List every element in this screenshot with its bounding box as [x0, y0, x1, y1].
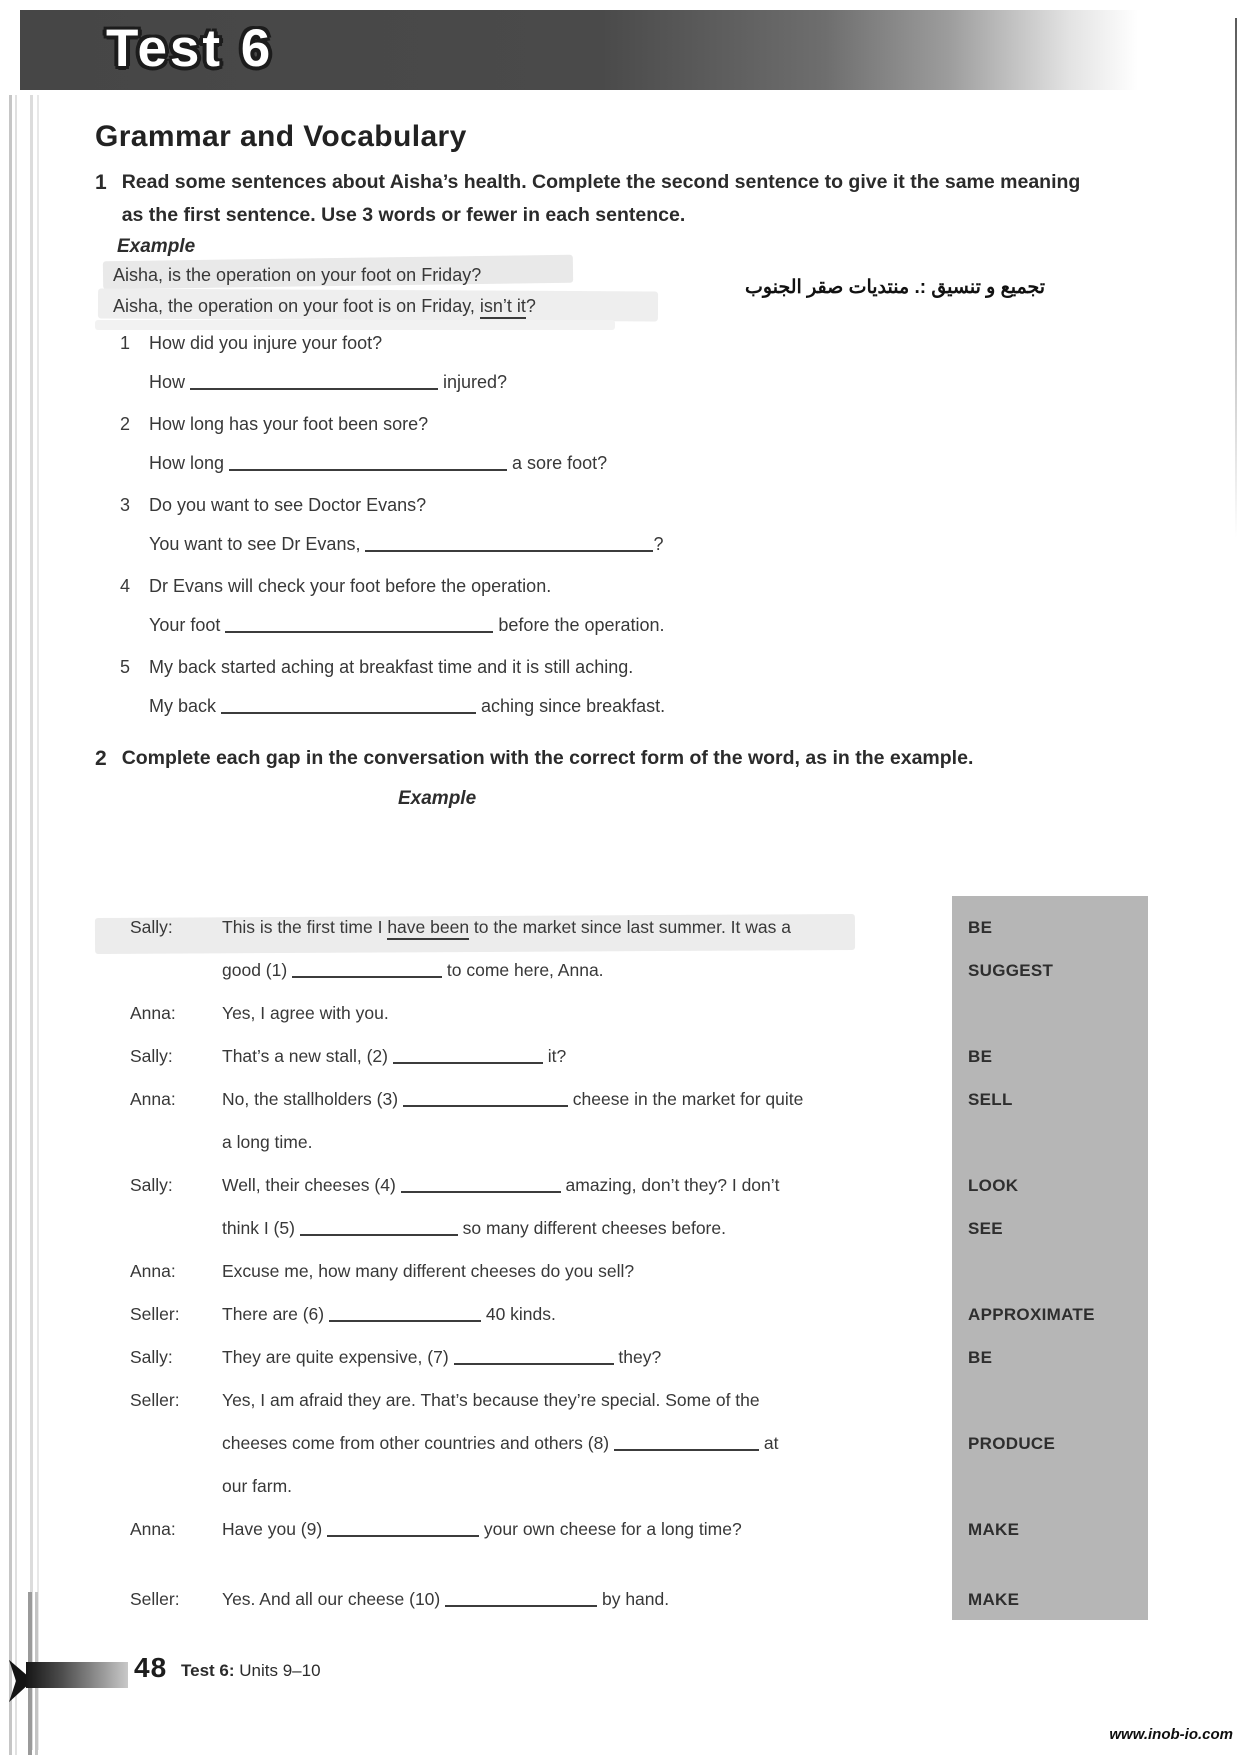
speaker-label: Anna:: [130, 1089, 176, 1109]
wordbank-word: MAKE: [968, 1520, 1020, 1539]
question-text: How did you injure your foot?: [149, 333, 383, 353]
conversation-row: [130, 1129, 1150, 1172]
wordbank-word: PRODUCE: [968, 1434, 1056, 1453]
gap-blank[interactable]: [329, 1306, 481, 1322]
answer-line: [149, 369, 1100, 395]
speaker-label: Sally:: [130, 917, 173, 937]
conversation-row: [130, 1172, 1150, 1215]
answer-prefix: How: [149, 372, 191, 392]
question-number: 5: [120, 657, 131, 677]
answer-prefix: How long: [149, 453, 230, 473]
speaker-label: Anna:: [130, 1519, 176, 1539]
speaker-label: Sally:: [130, 1046, 173, 1066]
gap-blank[interactable]: [292, 962, 442, 978]
example-sentence-1: Aisha, is the operation on your foot on Friday?: [113, 265, 482, 285]
scan-spine-line: [37, 95, 39, 1750]
answer-prefix: You want to see Dr Evans,: [149, 534, 366, 554]
wordbank-word: LOOK: [968, 1176, 1019, 1195]
gap-blank[interactable]: [393, 1048, 543, 1064]
exercise2-number: 2: [95, 747, 107, 770]
gap-blank[interactable]: [401, 1177, 561, 1193]
dialogue-text: This is the first time I have been to the market since last summer. It was a: [222, 914, 954, 940]
wordbank-word: BE: [968, 1348, 993, 1367]
dialogue-text: our farm.: [222, 1476, 293, 1496]
answer-blank[interactable]: [190, 374, 438, 390]
underlined-answer: have been: [387, 917, 469, 940]
wordbank-word: [954, 1000, 1150, 1001]
exercise1-example-label: Example: [117, 236, 196, 257]
gap-blank[interactable]: [454, 1349, 614, 1365]
footer-units-label: Units 9–10: [234, 1661, 321, 1680]
dialogue-text: Have you (9) your own cheese for a long time?: [222, 1519, 742, 1539]
dialogue-text: That’s a new stall, (2) it?: [222, 1046, 567, 1066]
question-line: [120, 573, 1100, 599]
exercise2-instruction: [95, 742, 1145, 775]
dialogue-text: Yes. And all our cheese (10) by hand.: [222, 1589, 670, 1609]
dialogue-text: think I (5) so many different cheeses before.: [222, 1218, 726, 1238]
wordbank-word: SUGGEST: [968, 961, 1054, 980]
wordbank-word: [954, 1387, 1150, 1388]
wordbank-word: APPROXIMATE: [968, 1305, 1095, 1324]
question-text: Dr Evans will check your foot before the operation.: [149, 576, 552, 596]
scan-spine-line: [30, 95, 33, 1750]
example-sentence-2: Aisha, the operation on your foot is on Friday, isn’t it?: [113, 291, 536, 322]
answer-blank[interactable]: [225, 617, 493, 633]
question-number: 4: [120, 576, 131, 596]
question-line: [120, 330, 1100, 356]
conversation-rows: [130, 914, 1150, 1629]
exercise1-instruction: [95, 166, 1085, 232]
test-banner: [20, 10, 1138, 90]
footer-gradient-bar: [26, 1662, 128, 1688]
gap-blank[interactable]: [614, 1435, 759, 1451]
dialogue-text: They are quite expensive, (7) they?: [222, 1347, 662, 1367]
question-line: [120, 411, 1100, 437]
exercise2-example-label: Example: [398, 788, 477, 809]
conversation-row: [130, 1344, 1150, 1387]
question-line: [120, 492, 1100, 518]
dialogue-text: No, the stallholders (3) cheese in the market for quite: [222, 1089, 804, 1109]
wordbank-word: BE: [968, 1047, 993, 1066]
conversation-row: [130, 1000, 1150, 1043]
exercise1-number: 1: [95, 171, 107, 194]
gap-blank[interactable]: [445, 1591, 597, 1607]
answer-line: [149, 612, 1100, 638]
speaker-label: Seller:: [130, 1589, 180, 1609]
question-number: 3: [120, 495, 131, 515]
dialogue-text: There are (6) 40 kinds.: [222, 1304, 556, 1324]
answer-line: [149, 531, 1100, 557]
footer-label: [181, 1661, 321, 1681]
wordbank-word: [954, 1258, 1150, 1259]
dialogue-text: Well, their cheeses (4) amazing, don’t they? I don’t: [222, 1175, 780, 1195]
answer-suffix: a sore foot?: [507, 453, 608, 473]
speaker-label: Anna:: [130, 1003, 176, 1023]
test-title: Test 6: [106, 19, 274, 78]
page-number: 48: [134, 1652, 168, 1683]
wordbank-word: BE: [968, 918, 993, 937]
speaker-label: Anna:: [130, 1261, 176, 1281]
dialogue-text: cheeses come from other countries and others (8) at: [222, 1433, 779, 1453]
question-text: My back started aching at breakfast time and it is still aching.: [149, 657, 634, 677]
conversation-row: [130, 1473, 1150, 1516]
conversation-row: [130, 1516, 1150, 1559]
dialogue-text: good (1) to come here, Anna.: [222, 960, 604, 980]
scan-spine-line: [15, 95, 17, 1755]
exercise1-questions: [120, 330, 1100, 735]
underlined-answer: isn’t it: [480, 296, 526, 319]
answer-blank[interactable]: [221, 698, 476, 714]
conversation-row: [130, 1215, 1150, 1258]
conversation-row: [130, 1430, 1150, 1473]
conversation-row: [130, 1086, 1150, 1129]
answer-blank[interactable]: [365, 536, 653, 552]
conversation-row: [130, 1258, 1150, 1301]
answer-suffix: ?: [653, 534, 664, 554]
answer-prefix: My back: [149, 696, 222, 716]
answer-suffix: aching since breakfast.: [476, 696, 666, 716]
exercise1-instruction-text: Read some sentences about Aisha’s health. Complete the second sentence to give it the same meaning as the first sentence. Use 3 words or fewer in each sentence.: [121, 171, 1081, 226]
gap-blank[interactable]: [300, 1220, 458, 1236]
question-number: 2: [120, 414, 131, 434]
question-text: Do you want to see Doctor Evans?: [149, 495, 427, 515]
answer-line: [149, 450, 1100, 476]
speaker-label: Seller:: [130, 1304, 180, 1324]
wordbank-word: SEE: [968, 1219, 1003, 1238]
question-text: How long has your foot been sore?: [149, 414, 429, 434]
conversation-row: [130, 1586, 1150, 1629]
wordbank-word: MAKE: [968, 1590, 1020, 1609]
speaker-label: Sally:: [130, 1347, 173, 1367]
speaker-label: Sally:: [130, 1175, 173, 1195]
conversation-row: [130, 957, 1150, 1000]
exercise1-example: [113, 260, 536, 322]
conversation-row: [130, 1043, 1150, 1086]
wordbank-word: [954, 1473, 1150, 1474]
conversation-row: [130, 1301, 1150, 1344]
wordbank-word: SELL: [968, 1090, 1013, 1109]
answer-suffix: before the operation.: [493, 615, 665, 635]
dialogue-text: a long time.: [222, 1132, 313, 1152]
gap-blank[interactable]: [403, 1091, 568, 1107]
answer-suffix: injured?: [438, 372, 508, 392]
conversation-row: [130, 1387, 1150, 1430]
arabic-note: تجميع و تنسيق :. منتديات صقر الجنوب: [745, 277, 1045, 298]
watermark: www.inob-io.com: [1109, 1726, 1233, 1743]
footer-test-label: Test 6:: [181, 1661, 235, 1680]
speaker-label: Seller:: [130, 1390, 180, 1410]
scan-spine-line: [9, 95, 12, 1755]
conversation-row: [130, 914, 1150, 957]
conversation: [130, 914, 1150, 1629]
exercise2-instruction-text: Complete each gap in the conversation with the correct form of the word, as in the example.: [121, 747, 974, 769]
dialogue-text: Yes, I am afraid they are. That’s because they’re special. Some of the: [222, 1390, 760, 1410]
scan-edge-line: [1235, 18, 1237, 538]
answer-blank[interactable]: [229, 455, 507, 471]
dialogue-text: Excuse me, how many different cheeses do you sell?: [222, 1261, 635, 1281]
answer-prefix: Your foot: [149, 615, 226, 635]
answer-line: [149, 693, 1100, 719]
question-number: 1: [120, 333, 131, 353]
dialogue-text: Yes, I agree with you.: [222, 1003, 389, 1023]
page-title: Grammar and Vocabulary: [95, 120, 467, 153]
wordbank-word: [954, 1129, 1150, 1130]
gap-blank[interactable]: [327, 1521, 479, 1537]
question-line: [120, 654, 1100, 680]
